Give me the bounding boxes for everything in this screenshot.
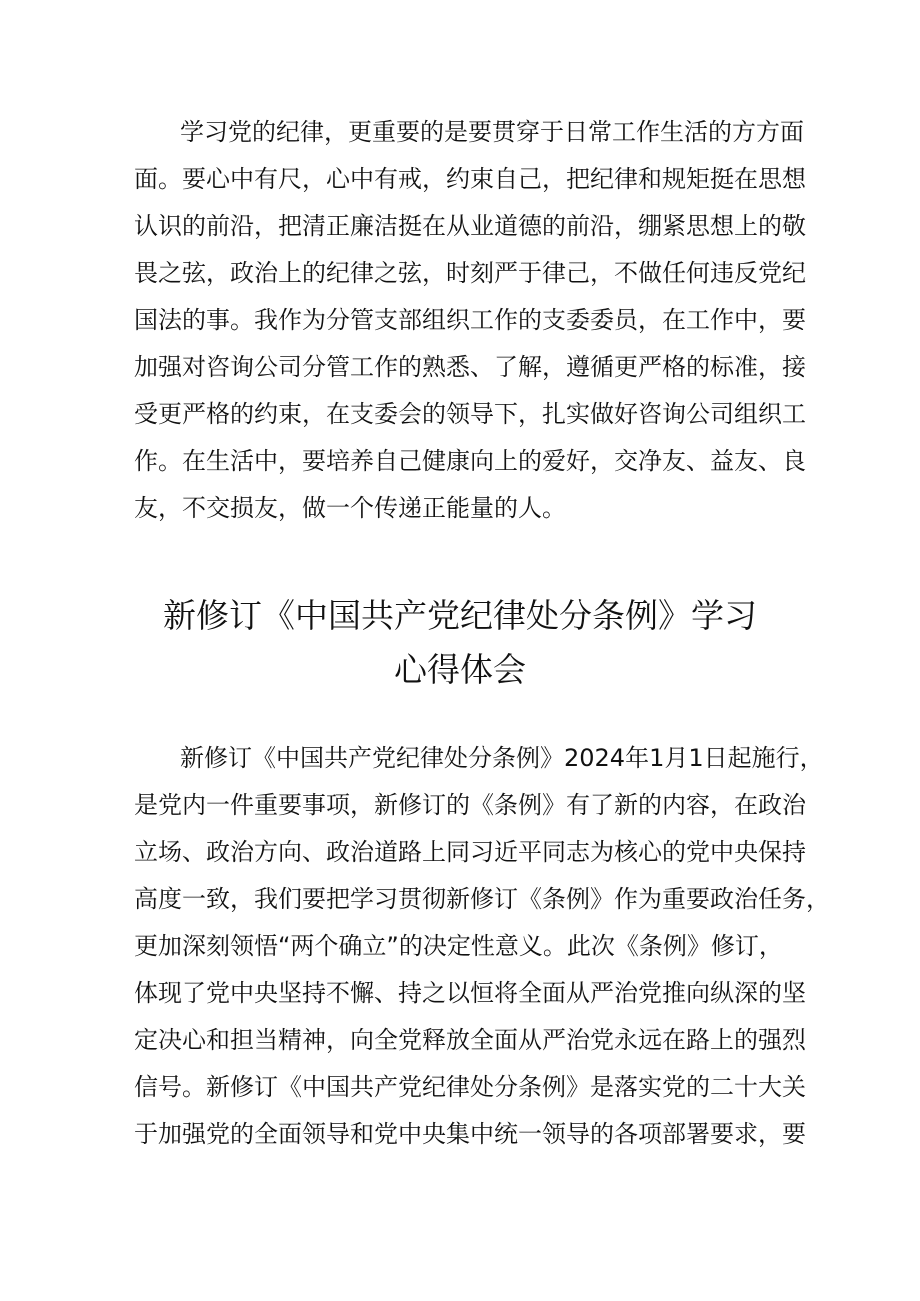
- paragraph-line: 是党内一件重要事项，新修订的《条例》有了新的内容，在政治: [134, 791, 806, 819]
- paragraph-line: 信号。新修订《中国共产党纪律处分条例》是落实党的二十大关: [134, 1073, 806, 1101]
- paragraph-line: 友，不交损友，做一个传递正能量的人。: [134, 494, 566, 522]
- paragraph-line: 认识的前沿，把清正廉洁挺在从业道德的前沿，绷紧思想上的敬: [134, 212, 806, 240]
- article-title: [0, 591, 920, 695]
- paragraph-line: 畏之弦，政治上的纪律之弦，时刻严于律己，不做任何违反党纪: [134, 259, 806, 287]
- paragraph-line: 定决心和担当精神，向全党释放全面从严治党永远在路上的强烈: [134, 1026, 806, 1054]
- paragraph-line: 面。要心中有尺，心中有戒，约束自己，把纪律和规矩挺在思想: [134, 165, 806, 193]
- paragraph-line: 于加强党的全面领导和党中央集中统一领导的各项部署要求，要: [134, 1120, 806, 1148]
- paragraph-line: 加强对咨询公司分管工作的熟悉、了解，遵循更严格的标准，接: [134, 353, 806, 381]
- paragraph-line: 立场、政治方向、政治道路上同习近平同志为核心的党中央保持: [134, 838, 806, 866]
- paragraph-line: 作。在生活中，要培养自己健康向上的爱好，交净友、益友、良: [134, 447, 806, 475]
- paragraph-line: 高度一致，我们要把学习贯彻新修订《条例》作为重要政治任务，: [134, 885, 830, 913]
- article-title-line: 心得体会: [394, 650, 526, 689]
- article-title-line: 新修订《中国共产党纪律处分条例》学习: [163, 596, 757, 635]
- paragraph-line: 国法的事。我作为分管支部组织工作的支委委员，在工作中，要: [134, 306, 806, 334]
- paragraph-regulations: [134, 738, 830, 1178]
- paragraph-line: 受更严格的约束，在支委会的领导下，扎实做好咨询公司组织工: [134, 400, 806, 428]
- paragraph-line: 更加深刻领悟“两个确立”的决定性意义。此次《条例》修订，: [134, 932, 783, 960]
- paragraph-line: 体现了党中央坚持不懈、持之以恒将全面从严治党推向纵深的坚: [134, 979, 806, 1007]
- paragraph-line: 学习党的纪律，更重要的是要贯穿于日常工作生活的方方面: [180, 118, 804, 146]
- paragraph-line: 新修订《中国共产党纪律处分条例》2024年1月1日起施行，: [180, 744, 824, 772]
- paragraph-discipline: [134, 112, 806, 552]
